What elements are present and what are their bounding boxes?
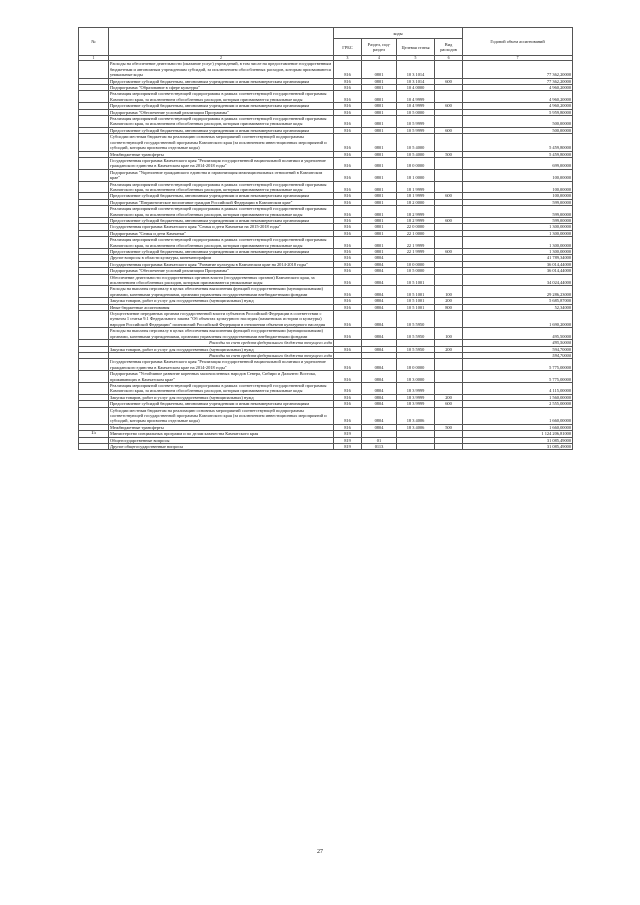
table-row [79,328,573,340]
row-target: 10 5 4000 [397,134,435,151]
row-vid [435,61,463,78]
table-row [79,274,573,286]
row-amount: 500,00000 [463,116,573,128]
row-grbs: 819 [334,444,362,450]
row-target [397,444,435,450]
row-grbs: 816 [334,382,362,394]
row-grbs: 816 [334,206,362,218]
row-description: Предоставление субсидий бюджетным, автономным учреждениям и иным некоммерческим организациям [109,78,334,84]
row-razdel: 0804 [362,255,397,261]
row-amount: 599,00000 [463,217,573,223]
row-amount: 52,34000 [463,304,573,310]
row-razdel: 0801 [362,169,397,181]
row-razdel: 0801 [362,78,397,84]
row-target: 10 4 0000 [397,85,435,91]
row-number [79,181,109,193]
row-description: Реализация мероприятий соответствующей подпрограммы в рамках соответствующей государственной программы Камчатского края, за исключением обособленных расходов, которым присваиваются уникальные коды [109,116,334,128]
row-description: Подпрограмма "Образование в сфере культуры" [109,85,334,91]
row-amount: 36 014,44000 [463,261,573,267]
row-description: Общегосударственные вопросы [109,437,334,443]
row-target: 18 3 4006 [397,407,435,424]
row-amount: 1 300,00000 [463,230,573,236]
row-grbs: 816 [334,359,362,371]
row-amount: 1 300,00000 [463,224,573,230]
row-target: 18 1 0000 [397,169,435,181]
row-amount: 5 685,87000 [463,298,573,304]
row-vid: 600 [435,193,463,199]
row-description: Другие вопросы в области культуры, кинематографии [109,255,334,261]
budget-sheet [78,27,572,450]
row-target: 18 0 0000 [397,157,435,169]
row-amount: 599,00000 [463,199,573,205]
row-description: Расходы за счет средств федерального бюджета текущего года [109,340,334,346]
table-row [79,169,573,181]
row-razdel: 0801 [362,127,397,133]
header-desc [109,28,334,56]
row-grbs: 816 [334,230,362,236]
table-row [79,286,573,298]
row-grbs: 816 [334,249,362,255]
row-amount: 1 560,00000 [463,394,573,400]
row-description: Министерство специальных программ и по делам казачества Камчатского края [109,431,334,437]
row-razdel: 0804 [362,268,397,274]
row-amount: 31 085,49000 [463,444,573,450]
row-grbs: 819 [334,437,362,443]
row-grbs: 816 [334,61,362,78]
row-description: Расходы на обеспечение деятельности (оказание услуг) учреждений, в том числе на предоставление государственным бюджетным и автономным учреждениям субсидий, за исключением обособленных расходов, которым присваиваются уникальные коды [109,61,334,78]
row-description: Закупка товаров, работ и услуг для государственных (муниципальных) нужд [109,298,334,304]
row-number [79,407,109,424]
row-grbs: 816 [334,424,362,430]
row-amount: 1 300,00000 [463,249,573,255]
row-vid: 100 [435,328,463,340]
row-target: 10 5 0000 [397,268,435,274]
table-row [79,91,573,103]
row-amount: 77 362,20000 [463,61,573,78]
row-target: 10 4 9999 [397,91,435,103]
row-target: 10 5 1001 [397,298,435,304]
row-description: Другие общегосударственные вопросы [109,444,334,450]
row-razdel: 0801 [362,224,397,230]
row-razdel: 0804 [362,407,397,424]
row-razdel: 0804 [362,261,397,267]
row-amount: 4 960,20000 [463,91,573,103]
row-grbs: 816 [334,181,362,193]
row-number [79,237,109,249]
row-amount: 4 960,20000 [463,103,573,109]
row-description: Обеспечение деятельности государственных органов власти (государственных органов) Камчатского края, за исключением обособленных расходов, которым присваиваются уникальные коды [109,274,334,286]
row-description: Подпрограмма "Укрепление гражданского единства и гармонизация межнациональных отношений в Камчатском крае" [109,169,334,181]
row-amount: 100,00000 [463,181,573,193]
row-vid: 600 [435,78,463,84]
row-razdel: 0804 [362,346,397,352]
row-amount: 1 660,00000 [463,424,573,430]
row-description: Субсидии местным бюджетам на реализацию основных мероприятий соответствующей подпрограммы соответствующей государственной программы Камчатского края (за исключением инвестиционных мероприятий и субсидий, которым присвоены отдельные коды) [109,407,334,424]
row-description: Расходы за счет средств федерального бюджета текущего года [109,352,334,358]
row-amount: 594,70000 [463,346,573,352]
row-grbs: 816 [334,286,362,298]
row-target: 22 1 0000 [397,230,435,236]
row-grbs: 816 [334,298,362,304]
row-grbs: 816 [334,193,362,199]
index-cell: 2 [109,56,334,61]
row-target: 10 3 1014 [397,78,435,84]
row-grbs: 816 [334,311,362,328]
row-description: Иные бюджетные ассигнования [109,304,334,310]
row-razdel: 0801 [362,249,397,255]
row-number [79,169,109,181]
table-row [79,444,573,450]
row-amount: 4 115,00000 [463,382,573,394]
row-description: Субсидии местным бюджетам на реализацию основных мероприятий соответствующей подпрограммы соответствующей государственной программы Камчатского края (за исключением инвестиционных мероприятий и субсидий, которым присвоены отдельные коды) [109,134,334,151]
row-vid [435,134,463,151]
row-vid [435,91,463,103]
row-grbs: 816 [334,346,362,352]
table-row [79,359,573,371]
row-target: 18 2 9999 [397,217,435,223]
table-row [79,206,573,218]
row-amount: 2 555,00000 [463,401,573,407]
row-amount: 5 459,80000 [463,134,573,151]
row-description: Расходы на выплаты персоналу в целях обеспечения выполнения функций государственными (муниципальными) органами, казенными учреждениями, органами управления государственными внебюджетными фондами [109,286,334,298]
row-vid [435,371,463,383]
table-body [79,61,573,450]
index-cell: 1 [79,56,109,61]
row-target: 18 2 9999 [397,206,435,218]
row-vid [435,407,463,424]
row-description: Реализация мероприятий соответствующей подпрограммы в рамках соответствующей государственной программы Камчатского края, за исключением обособленных расходов, которым присваиваются уникальные коды [109,382,334,394]
row-amount: 1 300,00000 [463,237,573,249]
row-grbs: 816 [334,255,362,261]
row-amount: 5 775,00000 [463,371,573,383]
row-target: 18 3 9999 [397,382,435,394]
row-number [79,371,109,383]
row-description: Расходы на выплаты персоналу в целях обеспечения выполнения функций государственными (муниципальными) органами, казенными учреждениями, органами управления государственными внебюджетными фондами [109,328,334,340]
row-vid [435,274,463,286]
row-target: 10 5 4000 [397,151,435,157]
row-razdel: 0804 [362,394,397,400]
row-amount: 1 124 206,81000 [463,431,573,437]
row-vid [435,444,463,450]
row-grbs: 816 [334,134,362,151]
row-target: 10 3 1014 [397,61,435,78]
row-grbs: 816 [334,268,362,274]
row-amount: 5 459,80000 [463,151,573,157]
table-row [79,311,573,328]
row-grbs: 816 [334,151,362,157]
row-vid [435,311,463,328]
row-target: 10 0 0000 [397,261,435,267]
row-vid: 600 [435,401,463,407]
row-description: Государственная программа Камчатского края "Реализация государственной национальной политики и укрепление гражданского единства в Камчатском крае на 2014-2018 годы" [109,157,334,169]
row-razdel: 01 [362,437,397,443]
row-target: 10 5 9999 [397,116,435,128]
row-vid [435,359,463,371]
row-description: Предоставление субсидий бюджетным, автономным учреждениям и иным некоммерческим организациям [109,103,334,109]
header-grbs: ГРБС [334,39,362,56]
index-cell: 6 [435,56,463,61]
row-amount: 599,00000 [463,206,573,218]
row-target: 18 3 0000 [397,371,435,383]
table-row [79,134,573,151]
row-description: Межбюджетные трансферты [109,424,334,430]
row-description: Предоставление субсидий бюджетным, автономным учреждениям и иным некоммерческим организациям [109,217,334,223]
row-description: Подпрограмма "Обеспечение условий реализации Программы" [109,268,334,274]
row-razdel: 0804 [362,371,397,383]
row-vid: 600 [435,103,463,109]
row-grbs: 816 [334,394,362,400]
row-grbs: 816 [334,407,362,424]
row-amount: 4 960,20000 [463,85,573,91]
page-number: 27 [317,849,323,855]
row-vid: 200 [435,346,463,352]
row-razdel: 0804 [362,382,397,394]
index-cell: 4 [362,56,397,61]
row-amount: 34 024,44000 [463,274,573,286]
row-target: 10 5 1001 [397,286,435,298]
row-grbs: 816 [334,103,362,109]
row-target: 18 1 9999 [397,193,435,199]
row-razdel: 0801 [362,199,397,205]
row-grbs: 816 [334,157,362,169]
row-description: Закупка товаров, работ и услуг для государственных (муниципальных) нужд [109,346,334,352]
row-description: Подпрограмма "Устойчивое развитие коренных малочисленных народов Севера, Сибири и Дальнего Востока, проживающих в Камчатском крае" [109,371,334,383]
header-codes: коды [334,28,463,39]
table-row [79,116,573,128]
row-number [79,274,109,286]
row-number: 15 [79,431,109,437]
row-grbs: 816 [334,91,362,103]
row-target: 22 1 9999 [397,249,435,255]
row-razdel: 0804 [362,286,397,298]
header-vid: Вид расходов [435,39,463,56]
row-razdel: 0801 [362,181,397,193]
row-razdel: 0801 [362,134,397,151]
row-vid: 800 [435,304,463,310]
row-description: Реализация мероприятий соответствующей подпрограммы в рамках соответствующей государственной программы Камчатского края, за исключением обособленных расходов, которым присваиваются уникальные коды [109,181,334,193]
row-grbs: 816 [334,401,362,407]
row-grbs: 816 [334,217,362,223]
row-grbs: 816 [334,127,362,133]
row-target: 10 5 9999 [397,127,435,133]
row-vid: 600 [435,249,463,255]
header-target: Целевая статья [397,39,435,56]
row-razdel: 0801 [362,85,397,91]
row-description: Предоставление субсидий бюджетным, автономным учреждениям и иным некоммерческим организациям [109,401,334,407]
row-target: 22 0 0000 [397,224,435,230]
row-amount: 41 789,34000 [463,255,573,261]
row-number [79,157,109,169]
row-target: 18 3 4006 [397,424,435,430]
row-description: Государственная программа Камчатского края "Семья и дети Камчатки на 2015-2018 годы" [109,224,334,230]
row-grbs: 816 [334,78,362,84]
row-grbs: 816 [334,169,362,181]
row-razdel: 0804 [362,424,397,430]
row-target: 18 0 0000 [397,359,435,371]
table-row [79,407,573,424]
row-razdel: 0801 [362,116,397,128]
row-description: Государственная программа Камчатского края "Развитие культуры в Камчатском крае на 2014-2018 годы" [109,261,334,267]
row-grbs: 816 [334,116,362,128]
row-target: 10 5 5950 [397,328,435,340]
row-razdel: 0801 [362,109,397,115]
table-row [79,157,573,169]
row-vid: 200 [435,298,463,304]
row-description: Подпрограмма "Обеспечение условий реализации Программы" [109,109,334,115]
row-grbs: 816 [334,85,362,91]
row-amount: 29 286,23000 [463,286,573,298]
row-amount: 5 775,00000 [463,359,573,371]
row-number [79,61,109,78]
table-row [79,61,573,78]
row-description: Реализация мероприятий соответствующей подпрограммы в рамках соответствующей государственной программы Камчатского края, за исключением обособленных расходов, которым присваиваются уникальные коды [109,91,334,103]
row-description: Реализация мероприятий соответствующей подпрограммы в рамках соответствующей государственной программы Камчатского края, за исключением обособленных расходов, которым присваиваются уникальные коды [109,206,334,218]
row-razdel: 0801 [362,103,397,109]
row-description: Реализация мероприятий соответствующей подпрограммы в рамках соответствующей государственной программы Камчатского края, за исключением обособленных расходов, которым присваиваются уникальные коды [109,237,334,249]
row-grbs: 816 [334,109,362,115]
row-razdel: 0804 [362,359,397,371]
row-target: 22 1 9999 [397,237,435,249]
row-number [79,359,109,371]
row-number [79,91,109,103]
row-description: Предоставление субсидий бюджетным, автономным учреждениям и иным некоммерческим организациям [109,127,334,133]
row-target: 10 5 1001 [397,274,435,286]
row-target: 10 4 9999 [397,103,435,109]
row-target: 10 5 0000 [397,109,435,115]
row-vid [435,206,463,218]
row-target: 18 3 9999 [397,394,435,400]
row-number [79,311,109,328]
row-amount: 100,00000 [463,193,573,199]
row-number [79,382,109,394]
row-description: Государственная программа Камчатского края "Реализация государственной национальной политики и укрепление гражданского единства в Камчатском крае на 2014-2018 годы" [109,359,334,371]
row-grbs: 816 [334,304,362,310]
row-amount: 699,00000 [463,157,573,169]
row-amount: 1 690,20000 [463,311,573,328]
row-amount: 31 085,49000 [463,437,573,443]
row-number [79,206,109,218]
row-grbs: 816 [334,261,362,267]
row-amount: 77 362,20000 [463,78,573,84]
row-grbs: 816 [334,328,362,340]
header-amount: Годовой объем ассигнований [463,28,573,56]
row-razdel: 0801 [362,230,397,236]
row-number [79,286,109,298]
header-razdel: Раздел, под-раздел [362,39,397,56]
row-grbs: 816 [334,199,362,205]
row-razdel: 0801 [362,157,397,169]
row-amount: 594,70000 [463,352,573,358]
row-razdel: 0804 [362,274,397,286]
row-amount: 36 014,44000 [463,268,573,274]
row-number [79,328,109,340]
row-razdel: 0801 [362,193,397,199]
row-description: Закупка товаров, работ и услуг для государственных (муниципальных) нужд [109,394,334,400]
row-number [79,116,109,128]
row-grbs: 816 [334,224,362,230]
row-vid: 600 [435,217,463,223]
row-description: Подпрограмма "Семья и дети Камчатки" [109,230,334,236]
row-number [79,444,109,450]
row-razdel: 0801 [362,206,397,218]
row-amount: 1 660,00000 [463,407,573,424]
row-vid: 100 [435,286,463,298]
budget-table [78,27,573,450]
header-num: № [79,28,109,56]
row-description: Осуществление переданных органам государственной власти субъектов Российской Федерации в соответствии с пунктом 1 статьи 9.1 Федерального закона "Об объектах культурного наследия (памятниках истории и культуры) народов Российской Федерации" полномочий Российской Федерации в отношении объектов культурного наследия [109,311,334,328]
row-vid: 200 [435,394,463,400]
row-target: 10 5 1001 [397,304,435,310]
row-description: Предоставление субсидий бюджетным, автономным учреждениям и иным некоммерческим организациям [109,249,334,255]
table-row [79,382,573,394]
table-row [79,371,573,383]
row-number [79,134,109,151]
row-vid [435,237,463,249]
row-razdel: 0804 [362,298,397,304]
index-cell: 3 [334,56,362,61]
row-razdel: 0801 [362,237,397,249]
row-target: 18 3 9999 [397,401,435,407]
table-row [79,237,573,249]
row-vid [435,116,463,128]
row-grbs: 816 [334,237,362,249]
row-vid: 500 [435,151,463,157]
row-razdel: 0801 [362,61,397,78]
row-description: Подпрограмма "Патриотическое воспитание граждан Российской Федерации в Камчатском крае" [109,199,334,205]
row-vid: 500 [435,424,463,430]
row-description: Предоставление субсидий бюджетным, автономным учреждениям и иным некоммерческим организациям [109,193,334,199]
index-cell: 7 [463,56,573,61]
row-razdel: 0801 [362,151,397,157]
row-razdel: 0801 [362,217,397,223]
row-amount: 495,50000 [463,328,573,340]
row-amount: 100,00000 [463,169,573,181]
table-row [79,181,573,193]
row-vid [435,181,463,193]
row-vid [435,157,463,169]
row-target: 10 5 5950 [397,346,435,352]
row-grbs: 816 [334,371,362,383]
row-vid [435,382,463,394]
row-razdel: 0804 [362,311,397,328]
row-amount: 500,00000 [463,127,573,133]
row-amount: 5 959,80000 [463,109,573,115]
row-vid: 600 [435,127,463,133]
row-description: Межбюджетные трансферты [109,151,334,157]
row-razdel: 0804 [362,401,397,407]
row-razdel: 0804 [362,304,397,310]
row-grbs: 819 [334,431,362,437]
row-vid [435,169,463,181]
row-amount: 495,50000 [463,340,573,346]
row-target: 18 2 0000 [397,199,435,205]
header-row-1 [79,28,573,39]
row-grbs: 816 [334,274,362,286]
row-target: 18 1 9999 [397,181,435,193]
index-cell: 5 [397,56,435,61]
row-target: 10 5 5950 [397,311,435,328]
row-razdel: 0804 [362,328,397,340]
row-razdel: 0801 [362,91,397,103]
row-razdel: 0113 [362,444,397,450]
